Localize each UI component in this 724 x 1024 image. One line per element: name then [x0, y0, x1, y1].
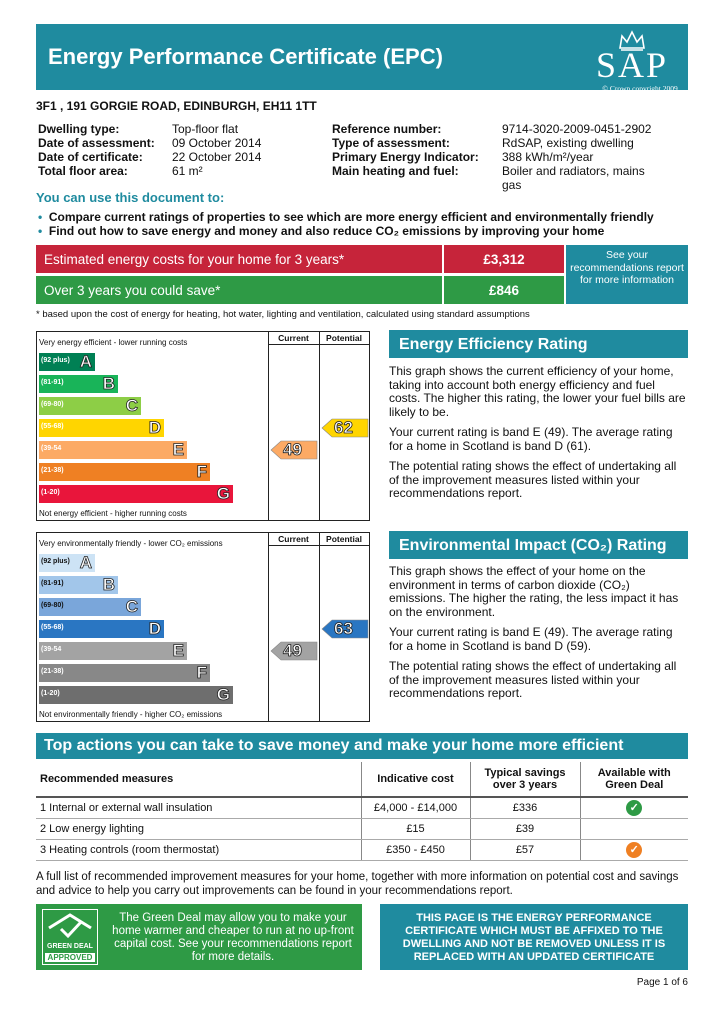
band-range: (1-20) — [41, 690, 60, 697]
col-savings: Typical savings over 3 years — [470, 762, 580, 797]
table-row — [36, 819, 688, 840]
floor-area-value: 61 m² — [172, 164, 203, 178]
heating-value: Boiler and radiators, mains gas — [502, 164, 645, 192]
use-bullet-2-text: Find out how to save energy and money and also reduce CO₂ emissions by improving your home — [48, 224, 605, 238]
heating-label: Main heating and fuel: — [332, 164, 459, 178]
savings-label: Over 3 years you could save* — [44, 283, 221, 298]
reference-value: 9714-3020-2009-0451-2902 — [502, 122, 652, 136]
ee-panel-p3: The potential rating shows the effect of undertaking all of the improvement measures listed within your recommendations report. — [389, 459, 677, 500]
col-cost: Indicative cost — [361, 762, 470, 797]
ee_chart-band-b — [39, 375, 118, 393]
savings-cell: £57 — [470, 840, 580, 861]
ee-current-header: Current — [278, 333, 309, 343]
date-assessment-label: Date of assessment: — [38, 136, 155, 150]
band-letter: E — [172, 440, 184, 459]
band-range: (69-80) — [41, 401, 64, 408]
use-bullet-1: • Compare current ratings of properties to see which are more energy efficient and environmentally friendly — [38, 210, 654, 224]
band-letter: D — [148, 619, 161, 638]
green-deal-box — [36, 904, 362, 970]
full-list-text: A full list of recommended improvement measures for your home, together with more information on potential cost and savings and advice to help you carry out improvements can be found in your recommendations report. — [36, 871, 679, 897]
dwelling-type-label: Dwelling type: — [38, 122, 120, 136]
band-range: (1-20) — [41, 489, 60, 496]
band-range: (39-54 — [41, 646, 62, 653]
ee_chart-band-e — [39, 441, 187, 459]
green-deal-cell — [580, 819, 688, 840]
ei-current-header: Current — [278, 534, 309, 544]
green-deal-text: The Green Deal may allow you to make your home warmer and cheaper to run at no up-front capital cost. See your recommendations report for more details. — [112, 912, 354, 963]
band-letter: G — [216, 484, 230, 503]
ee_chart-band-d — [39, 419, 164, 437]
ei-panel-p2: Your current rating is band E (49). The average rating for a home in Scotland is band D (59). — [389, 625, 673, 653]
measures-table — [36, 762, 688, 861]
table-row — [36, 797, 688, 819]
ei_chart-band-g — [39, 686, 233, 704]
ee-panel-p2: Your current rating is band E (49). The average rating for a home in Scotland is band D (61). — [389, 425, 673, 453]
date-assessment-value: 09 October 2014 — [172, 136, 262, 150]
environmental-impact-chart — [36, 532, 370, 722]
cost-footnote: * based upon the cost of energy for heating, hot water, lighting and ventilation, calculated using standard assumptions — [36, 309, 530, 320]
use-bullet-1-text: Compare current ratings of properties to see which are more energy efficient and environmentally friendly — [48, 210, 654, 224]
assessment-type-value: RdSAP, existing dwelling — [502, 136, 634, 150]
band-range: (39-54 — [41, 445, 62, 452]
band-letter: A — [79, 352, 92, 371]
current-rating-value: 49 — [283, 440, 302, 459]
sap-logo-text: SAP — [596, 45, 669, 85]
measure-cell: 2 Low energy lighting — [36, 819, 361, 840]
page-number: Page 1 of 6 — [636, 977, 688, 988]
savings-value: £846 — [488, 283, 520, 298]
ei_chart-band-c — [39, 598, 141, 616]
affix-notice: THIS PAGE IS THE ENERGY PERFORMANCE CERTIFICATE WHICH MUST BE AFFIXED TO THE DWELLING AND NOT BE REMOVED UNLESS IT IS REPLACED WITH AN UPDATED CERTIFICATE — [380, 904, 688, 970]
band-letter: E — [172, 641, 184, 660]
property-address: 3F1 , 191 GORGIE ROAD, EDINBURGH, EH11 1TT — [36, 99, 317, 113]
use-bullet-2: • Find out how to save energy and money and also reduce CO₂ emissions by improving your home — [38, 224, 605, 238]
energy-efficiency-chart — [36, 331, 370, 521]
page-title: Energy Performance Certificate (EPC) — [48, 44, 443, 69]
ei-panel-text — [389, 565, 688, 708]
band-letter: C — [125, 597, 138, 616]
col-measures: Recommended measures — [36, 762, 361, 797]
green-deal-cell — [580, 797, 688, 819]
band-range: (92 plus) — [41, 357, 70, 364]
copyright: © Crown copyright 2009 — [602, 84, 678, 93]
savings-cell: £39 — [470, 819, 580, 840]
savings-bar — [36, 276, 442, 304]
ee_chart-current-pointer — [270, 440, 318, 460]
assessment-type-label: Type of assessment: — [332, 136, 450, 150]
potential-rating-value: 62 — [334, 418, 353, 437]
ee-panel-p1: This graph shows the current efficiency of your home, taking into account both energy efficiency and fuel costs. The higher this rating, the lower your fuel bills are likely to be. — [389, 364, 686, 419]
green-deal-logo-line1: GREEN DEAL — [47, 943, 93, 950]
see-recommendations-box: See your recommendations report for more information — [566, 245, 688, 304]
band-letter: B — [102, 374, 115, 393]
cost-cell: £350 - £450 — [361, 840, 470, 861]
ee-panel-heading: Energy Efficiency Rating — [389, 330, 688, 358]
savings-cell: £336 — [470, 797, 580, 819]
band-letter: A — [79, 553, 92, 572]
sap-logo — [592, 28, 688, 108]
green-deal-logo — [42, 909, 98, 965]
table-row — [36, 840, 688, 861]
band-range: (81-91) — [41, 580, 64, 587]
measures-header-row — [36, 762, 688, 797]
details-right — [332, 122, 688, 192]
ei_chart-band-e — [39, 642, 187, 660]
details-left — [38, 122, 328, 178]
header-banner — [36, 24, 688, 93]
house-check-icon — [43, 912, 97, 942]
ei_chart-band-b — [39, 576, 118, 594]
ei_chart-band-f — [39, 664, 210, 682]
measure-cell: 3 Heating controls (room thermostat) — [36, 840, 361, 861]
primary-energy-value: 388 kWh/m²/year — [502, 150, 594, 164]
band-letter: D — [148, 418, 161, 437]
green-deal-logo-line2: APPROVED — [45, 953, 95, 962]
band-range: (81-91) — [41, 379, 64, 386]
check-icon: ✓ — [626, 842, 642, 858]
savings-value-box — [444, 276, 564, 304]
ee_chart-band-f — [39, 463, 210, 481]
ei-bottom-text: Not environmentally friendly - higher CO₂ emissions — [39, 710, 223, 719]
reference-label: Reference number: — [332, 122, 442, 136]
ee-potential-header: Potential — [326, 333, 362, 343]
band-range: (55-68) — [41, 423, 64, 430]
ei_chart-band-d — [39, 620, 164, 638]
green-deal-cell — [580, 840, 688, 861]
band-letter: F — [196, 663, 207, 682]
estimated-costs-bar — [36, 245, 442, 273]
use-heading: You can use this document to: — [36, 190, 225, 205]
actions-heading: Top actions you can take to save money and make your home more efficient — [36, 733, 688, 759]
ei-panel-p1: This graph shows the effect of your home on the environment in terms of carbon dioxide (CO₂) emissions. The higher the rating, the less impact it has on the environment. — [389, 564, 679, 619]
measure-cell: 1 Internal or external wall insulation — [36, 797, 361, 819]
potential-rating-value: 63 — [334, 619, 353, 638]
band-range: (21-38) — [41, 467, 64, 474]
col-green-deal: Available with Green Deal — [580, 762, 688, 797]
band-range: (92 plus) — [41, 558, 70, 565]
ee_chart-band-a — [39, 353, 95, 371]
ee_chart-band-c — [39, 397, 141, 415]
ee-bottom-text: Not energy efficient - higher running costs — [39, 509, 187, 518]
estimated-costs-label: Estimated energy costs for your home for 3 years* — [44, 252, 345, 267]
cost-cell: £4,000 - £14,000 — [361, 797, 470, 819]
date-certificate-label: Date of certificate: — [38, 150, 143, 164]
date-certificate-value: 22 October 2014 — [172, 150, 262, 164]
band-range: (69-80) — [41, 602, 64, 609]
estimated-costs-value-box — [444, 245, 564, 273]
band-range: (21-38) — [41, 668, 64, 675]
ei-top-text: Very environmentally friendly - lower CO₂ emissions — [39, 539, 223, 548]
band-letter: C — [125, 396, 138, 415]
dwelling-type-value: Top-floor flat — [172, 122, 239, 136]
ei-potential-header: Potential — [326, 534, 362, 544]
floor-area-label: Total floor area: — [38, 164, 128, 178]
ee-panel-text — [389, 365, 688, 508]
check-icon: ✓ — [626, 800, 642, 816]
estimated-costs-value: £3,312 — [483, 252, 525, 267]
current-rating-value: 49 — [283, 641, 302, 660]
ei_chart-potential-pointer — [321, 619, 369, 639]
ee_chart-band-g — [39, 485, 233, 503]
band-letter: B — [102, 575, 115, 594]
ei-panel-p3: The potential rating shows the effect of undertaking all of the improvement measures listed within your recommendations report. — [389, 659, 677, 700]
ee_chart-potential-pointer — [321, 418, 369, 438]
band-letter: G — [216, 685, 230, 704]
ee-top-text: Very energy efficient - lower running costs — [39, 338, 188, 347]
primary-energy-label: Primary Energy Indicator: — [332, 150, 479, 164]
ei_chart-current-pointer — [270, 641, 318, 661]
band-range: (55-68) — [41, 624, 64, 631]
ei-panel-heading: Environmental Impact (CO₂) Rating — [389, 531, 688, 559]
band-letter: F — [196, 462, 207, 481]
ei_chart-band-a — [39, 554, 95, 572]
cost-cell: £15 — [361, 819, 470, 840]
